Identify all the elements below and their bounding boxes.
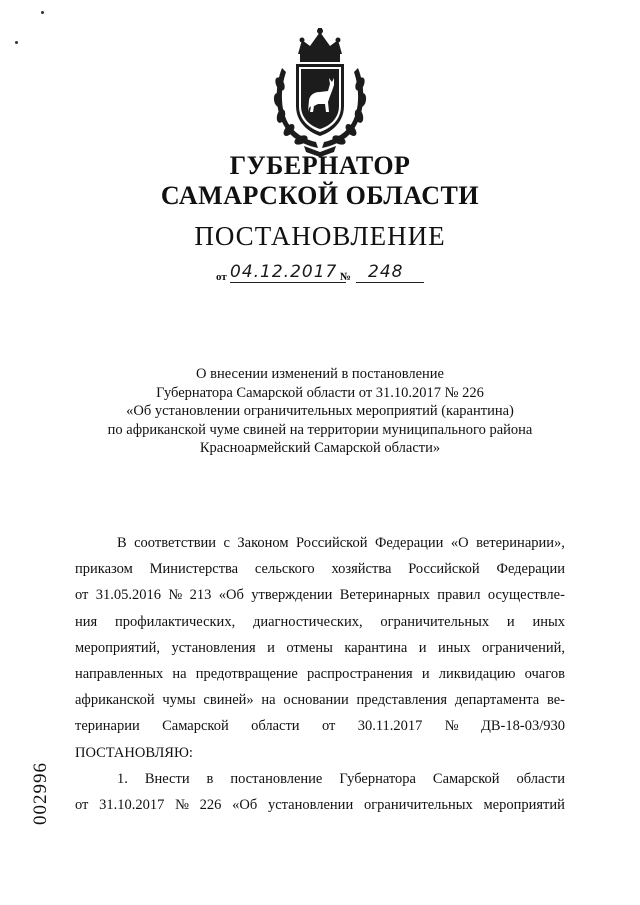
body-word: ния	[75, 613, 98, 630]
body-word: ветеринарии»,	[476, 535, 565, 551]
body-line	[75, 792, 565, 818]
body-word: ограничительных	[363, 797, 473, 814]
body-line	[75, 635, 565, 661]
body-word: карантина	[344, 639, 408, 656]
body-word: хозяйства	[331, 561, 392, 578]
body-word: Федерации	[496, 561, 565, 578]
body-word: распространения	[306, 666, 413, 683]
body-word: африканской	[75, 692, 155, 709]
body-word: чумы	[162, 692, 196, 709]
body-word: «Об	[232, 797, 258, 814]
body-word: №	[444, 718, 459, 735]
body-word: на	[261, 692, 276, 709]
body-word: сельского	[254, 561, 315, 578]
body-word: Российской	[408, 561, 480, 578]
body-word: «Об	[218, 587, 244, 604]
body-word: 213	[189, 587, 212, 604]
authority-title-line-1: ГУБЕРНАТОР	[229, 151, 411, 180]
body-word: №	[175, 797, 189, 814]
body-word: и	[418, 639, 427, 656]
body-word: ДВ-18-03/930	[480, 718, 565, 735]
coat-of-arms-emblem	[268, 28, 372, 158]
handwritten-number: 248	[368, 262, 404, 282]
body-word: утверждении	[251, 587, 333, 604]
body-line	[75, 766, 565, 792]
body-word: «О	[450, 535, 469, 551]
body-word: предотвращение	[195, 666, 298, 683]
document-subject	[80, 365, 560, 458]
body-word: в	[206, 770, 214, 787]
body-word: постановление	[230, 770, 323, 787]
body-word: профилактических,	[114, 613, 236, 630]
body-word: и	[506, 613, 515, 630]
decree-word: ПОСТАНОВЛЯЮ:	[75, 744, 193, 761]
subject-line: Губернатора Самарской области от 31.10.2017 № 226	[156, 384, 484, 401]
body-word: от	[75, 797, 89, 814]
subject-line: Красноармейский Самарской области»	[199, 440, 441, 457]
body-word: Ветеринарных	[339, 587, 430, 604]
body-word: и	[267, 639, 275, 656]
body-word: В	[117, 535, 127, 551]
body-word: Самарской	[162, 718, 229, 735]
body-line	[75, 556, 565, 582]
body-word: №	[168, 587, 183, 604]
body-word: Министерства	[149, 561, 239, 578]
scan-speck	[41, 11, 44, 14]
body-word: соответствии	[134, 535, 217, 551]
body-word: Законом	[237, 535, 289, 551]
body-word: ве-	[546, 692, 565, 709]
body-word: 1.	[117, 770, 128, 787]
body-line	[75, 661, 565, 687]
body-word: отмены	[286, 639, 333, 656]
body-word: от	[321, 718, 336, 735]
body-word: иных	[532, 613, 565, 630]
body-word: Российской	[296, 535, 368, 551]
number-prefix: №	[340, 271, 352, 283]
body-line	[75, 530, 565, 556]
body-word: диагностических,	[252, 613, 363, 630]
subject-line: «Об установлении ограничительных мероприятий (карантина)	[126, 403, 514, 420]
margin-stamp-number: 002996	[30, 762, 51, 825]
handwritten-date: 04.12.2017	[230, 262, 338, 282]
body-word: основании	[283, 692, 349, 709]
body-word: ограничений,	[481, 639, 565, 656]
scan-speck	[15, 41, 18, 44]
date-underline	[230, 282, 346, 283]
body-word: установления	[171, 639, 256, 656]
date-prefix: от	[216, 271, 227, 283]
body-word: иных	[437, 639, 471, 656]
body-word: с	[223, 535, 230, 551]
body-word: на	[172, 666, 187, 683]
body-line	[75, 687, 565, 713]
document-body	[75, 530, 565, 818]
body-line	[75, 582, 565, 608]
number-underline	[356, 282, 424, 283]
body-word: 31.05.2016	[95, 587, 162, 604]
authority-title-line-2: САМАРСКОЙ ОБЛАСТИ	[160, 181, 480, 210]
body-word: мероприятий	[483, 797, 565, 814]
body-word: 30.11.2017	[357, 718, 423, 735]
document-type-heading: ПОСТАНОВЛЕНИЕ	[194, 221, 446, 251]
body-line	[75, 609, 565, 635]
body-word: Внести	[144, 770, 190, 787]
body-word: Самарской	[432, 770, 500, 787]
body-word: Федерации	[374, 535, 444, 551]
body-word: свиней»	[203, 692, 254, 709]
body-word: правил	[437, 587, 481, 604]
body-word: Губернатора	[339, 770, 416, 787]
body-word: приказом	[75, 561, 133, 578]
body-word: мероприятий,	[75, 639, 161, 656]
body-word: департамента	[454, 692, 540, 709]
body-word: ликвидацию	[438, 666, 516, 683]
body-word: теринарии	[75, 718, 140, 735]
body-word: 226	[199, 797, 222, 814]
date-number-line	[216, 262, 436, 286]
body-word: от	[75, 587, 89, 604]
body-word: области	[516, 770, 565, 787]
subject-line: О внесении изменений в постановление	[196, 366, 444, 382]
subject-line: по африканской чуме свиней на территории муниципального района	[107, 421, 533, 438]
body-word: направленных	[75, 666, 164, 683]
body-line	[75, 713, 565, 739]
body-word: очагов	[524, 666, 565, 683]
body-word: области	[251, 718, 300, 735]
body-word: установлении	[267, 797, 354, 814]
body-word: ограничительных	[380, 613, 490, 630]
body-word: и	[421, 666, 430, 683]
body-word: осуществле-	[487, 587, 565, 604]
body-word: представления	[356, 692, 448, 709]
body-word: 31.10.2017	[99, 797, 165, 814]
